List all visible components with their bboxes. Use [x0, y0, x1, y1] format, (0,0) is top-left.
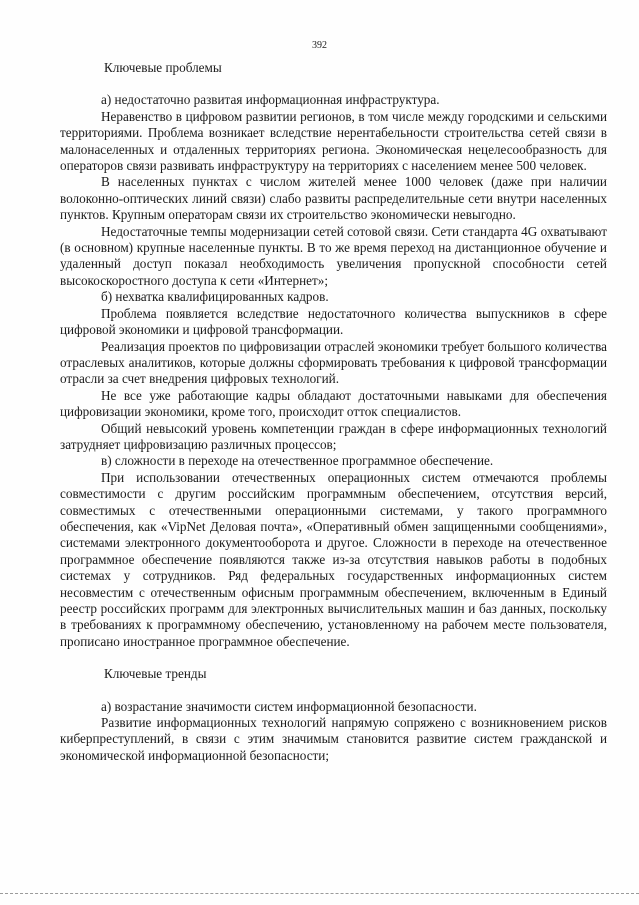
paragraph: В населенных пунктах с числом жителей менее 1000 человек (даже при наличии волоконно-оптических линий связи) слабо развиты распределительные сети внутри населенных пунктов. Крупным операторам связи их строительство экономически невыгодно.: [60, 174, 607, 223]
paragraph: Проблема появляется вследствие недостаточного количества выпускников в сфере цифровой экономики и цифровой трансформации.: [60, 305, 607, 338]
paragraph: а) недостаточно развитая информационная инфраструктура.: [101, 92, 440, 108]
paragraph: Недостаточные темпы модернизации сетей сотовой связи. Сети стандарта 4G охватывают (в основном) крупные населенные пункты. В то же время переход на дистанционное обучение и удаленный доступ показал необходимость увеличения пропускной способности сетей высокоскоростного доступа к сети «Интернет»;: [60, 223, 607, 288]
page-content: [60, 60, 607, 764]
heading-key-problems: Ключевые проблемы: [104, 60, 222, 75]
paragraph: Реализация проектов по цифровизации отраслей экономики требует большого количества отраслевых аналитиков, которые должны сформировать требования к цифровой трансформации отрасли за счет внедрения цифровых технологий.: [60, 338, 607, 387]
paragraph: При использовании отечественных операционных систем отмечаются проблемы совместимости с другим российским программным обеспечением, отсутствия версий, совместимых с отечественными операционными системами, у такого программного обеспечения, как «VipNet Деловая почта», «Оперативный обмен защищенными сообщениями», системами электронного документооборота и другое. Сложности в переходе на отечественное программное обеспечение появляются также из-за отсутствия навыков работы в подобных системах у сотрудников. Ряд федеральных государственных информационных систем несовместим с отечественным офисным программным обеспечением, включенным в Единый реестр российских программ для электронных вычислительных машин и баз данных, поскольку в требованиях к программному обеспечению, установленному на рабочем месте пользователя, прописано иностранное программное обеспечение.: [60, 469, 607, 649]
heading-key-trends: Ключевые тренды: [104, 666, 207, 682]
bottom-divider: [0, 893, 639, 894]
paragraph: Не все уже работающие кадры обладают достаточными навыками для обеспечения цифровизации экономики, кроме того, происходит отток специалистов.: [60, 387, 607, 420]
paragraph: в) сложности в переходе на отечественное программное обеспечение.: [101, 453, 494, 469]
paragraph: а) возрастание значимости систем информационной безопасности.: [101, 698, 477, 714]
paragraph: Неравенство в цифровом развитии регионов, в том числе между городскими и сельскими территориями. Проблема возникает вследствие нерентабельности строительства сетей связи в малонаселенных и отдаленных территориях региона. Экономическая нецелесообразность для операторов связи развивать инфраструктуру на территориях с населением менее 500 человек.: [60, 108, 607, 174]
paragraph: б) нехватка квалифицированных кадров.: [101, 289, 329, 305]
paragraph: Развитие информационных технологий напрямую сопряжено с возникновением рисков киберпреступлений, в связи с этим значимым становится развитие систем гражданской и экономической информационной безопасности;: [60, 715, 607, 763]
paragraph: Общий невысокий уровень компетенции граждан в сфере информационных технологий затрудняет цифровизацию различных процессов;: [60, 420, 607, 452]
page-number: 392: [312, 40, 327, 51]
